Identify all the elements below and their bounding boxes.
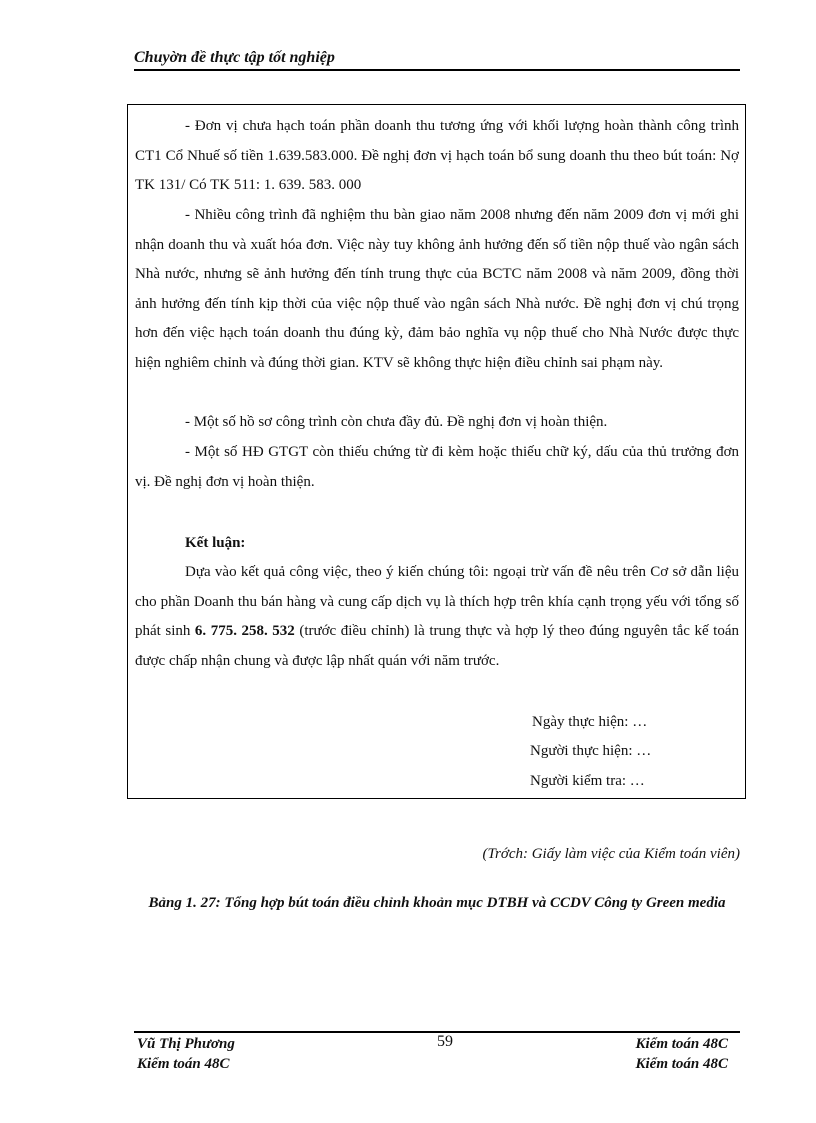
performer-line: Người thực hiện: …	[530, 743, 652, 759]
source-note: (Trớch: Giấy làm việc của Kiểm toán viên)	[482, 846, 740, 862]
page-number: 59	[437, 1033, 453, 1050]
conclusion-heading: Kết luận:	[185, 535, 246, 551]
footer-author: Vũ Thị Phương	[137, 1036, 235, 1052]
date-performed-line: Ngày thực hiện: …	[532, 714, 648, 730]
finding-paragraph-1: - Đơn vị chưa hạch toán phần doanh thu tương ứng với khối lượng hoàn thành công trình CT1 Cổ Nhuế số tiền 1.639.583.000. Đề nghị đơn vị hạch toán bổ sung doanh thu theo bút toán: Nợ TK 131/ Có TK 511: 1. 639. 583. 000	[135, 118, 739, 193]
finding-paragraph-3: - Một số hồ sơ công trình còn chưa đầy đủ. Đề nghị đơn vị hoàn thiện.	[185, 414, 608, 430]
conclusion-paragraph	[135, 558, 739, 676]
header-rule	[134, 69, 740, 71]
conclusion-text-start: Dựa vào kết quả công việc, theo ý kiến chúng tôi: ngoại trừ vấn đề nêu trên Cơ sở dẫn liệu cho phần Doanh thu bán hàng và cung cấp dịch vụ là thích hợp trên khía cạnh trọng yếu với tổng số phát sinh	[135, 564, 739, 639]
finding-paragraph-4: - Một số HĐ GTGT còn thiếu chứng từ đi kèm hoặc thiếu chữ ký, dấu của thủ trưởng đơn vị. Đề nghị đơn vị hoàn thiện.	[135, 444, 739, 490]
footer-class-right-1: Kiểm toán 48C	[635, 1036, 728, 1052]
footer-class-left: Kiểm toán 48C	[137, 1056, 230, 1072]
reviewer-line: Người kiểm tra: …	[530, 773, 645, 789]
finding-paragraph-2: - Nhiều công trình đã nghiệm thu bàn giao năm 2008 nhưng đến năm 2009 đơn vị mới ghi nhận doanh thu và xuất hóa đơn. Việc này tuy không ảnh hưởng đến số tiền nộp thuế vào ngân sách Nhà nước, nhưng sẽ ảnh hưởng đến tính trung thực của BCTC năm 2008 và năm 2009, đồng thời ảnh hưởng đến tính kịp thời của việc nộp thuế vào ngân sách Nhà nước. Đề nghị đơn vị chú trọng hơn đến việc hạch toán doanh thu đúng kỳ, đảm bảo nghĩa vụ nộp thuế cho Nhà Nước được thực hiện nghiêm chỉnh và đúng thời gian. KTV sẽ không thực hiện điều chỉnh sai phạm này.	[135, 207, 739, 371]
conclusion-amount: 6. 775. 258. 532	[194, 623, 295, 639]
running-header: Chuyờn đề thực tập tốt nghiệp	[134, 49, 335, 66]
footer-class-right-2: Kiểm toán 48C	[635, 1056, 728, 1072]
table-caption: Bảng 1. 27: Tổng hợp bút toán điều chỉnh khoản mục DTBH và CCDV Công ty Green media	[148, 895, 726, 911]
conclusion-text-end: (trước điều chỉnh) là trung thực và hợp lý theo đúng nguyên tắc kế toán được chấp nhận chung và được lập nhất quán với năm trước.	[135, 623, 740, 669]
